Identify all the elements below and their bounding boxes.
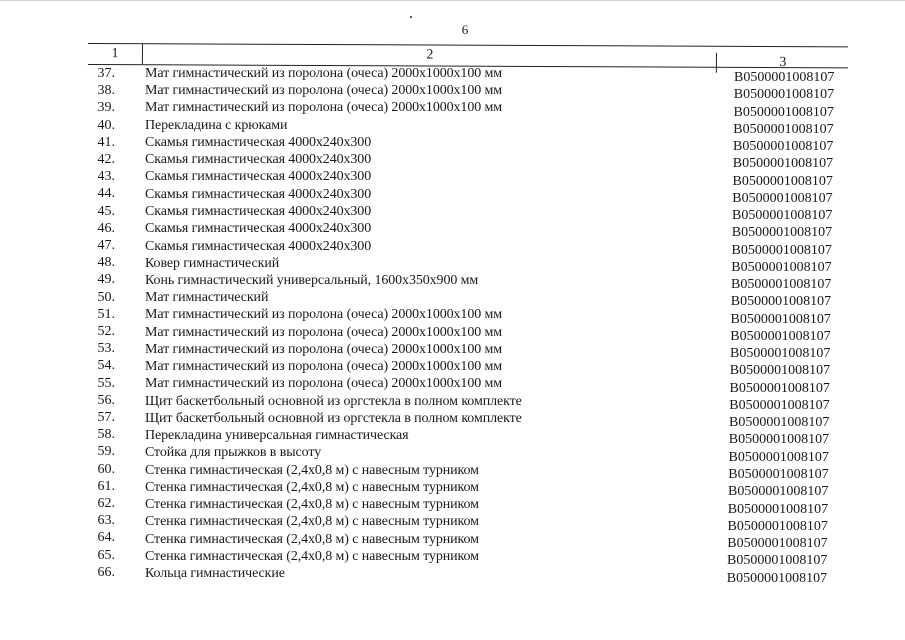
table-row <box>88 237 848 258</box>
row-number: 52. <box>97 324 115 339</box>
row-item-name: Перекладина с крюками <box>145 117 288 133</box>
table-row <box>88 547 848 569</box>
row-item-code: В0500001008107 <box>729 397 830 413</box>
row-item-code: В0500001008107 <box>729 380 830 396</box>
column-header-number: 1 <box>111 46 119 62</box>
row-item-code: В0500001008107 <box>727 518 828 534</box>
row-item-code: В0500001008107 <box>732 156 834 172</box>
row-number: 54. <box>97 358 115 374</box>
row-number: 59. <box>97 444 115 460</box>
row-item-name: Скамья гимнастическая 4000x240x300 <box>145 152 372 168</box>
table-row <box>88 65 848 85</box>
table-row <box>88 512 848 534</box>
row-item-code: В0500001008107 <box>732 208 833 224</box>
table-row <box>88 134 848 155</box>
table-row <box>88 357 848 379</box>
row-item-code: В0500001008107 <box>732 173 833 189</box>
row-item-name: Щит баскетбольный основной из оргстекла в полном комплекте <box>145 411 522 426</box>
equipment-table <box>88 43 848 640</box>
row-number: 53. <box>97 341 115 357</box>
row-item-code: В0500001008107 <box>731 277 832 293</box>
scan-edge <box>0 0 905 5</box>
table-row <box>88 529 848 551</box>
table-row <box>88 271 848 293</box>
row-item-name: Скамья гимнастическая 4000x240x300 <box>145 203 372 219</box>
table-row <box>88 323 848 344</box>
row-item-code: В0500001008107 <box>731 242 832 258</box>
table-row <box>88 168 848 189</box>
row-item-code: В0500001008107 <box>730 346 831 362</box>
row-item-code: В0500001008107 <box>730 328 831 344</box>
row-number: 63. <box>97 513 115 529</box>
table-row <box>88 340 848 362</box>
row-item-name: Перекладина универсальная гимнастическая <box>145 428 409 444</box>
row-item-name: Скамья гимнастическая 4000x240x300 <box>145 169 372 185</box>
row-item-code: В0500001008107 <box>732 190 833 206</box>
column-header-name: 2 <box>142 44 717 67</box>
row-item-name: Мат гимнастический из поролона (очеса) 2000x1000x100 мм <box>145 376 503 392</box>
table-row <box>88 185 848 206</box>
row-number: 57. <box>97 410 115 425</box>
row-number: 51. <box>97 306 115 322</box>
row-item-code: В0500001008107 <box>733 104 834 120</box>
row-item-name: Кольца гимнастические <box>145 566 285 582</box>
row-item-code: В0500001008107 <box>729 415 830 431</box>
row-item-code: В0500001008107 <box>726 570 828 586</box>
row-item-code: В0500001008107 <box>730 294 832 310</box>
row-number: 55. <box>97 375 115 391</box>
row-item-name: Стенка гимнастическая (2,4x0,8 м) с навесным турником <box>145 548 479 564</box>
row-item-name: Скамья гимнастическая 4000x240x300 <box>145 221 372 237</box>
row-item-code: В0500001008107 <box>728 484 829 500</box>
row-number: 47. <box>97 238 115 253</box>
row-number: 44. <box>97 186 115 202</box>
row-item-name: Стенка гимнастическая (2,4x0,8 м) с навесным турником <box>145 479 479 495</box>
row-item-name: Конь гимнастический универсальный, 1600x350x900 мм <box>145 272 479 288</box>
row-item-code: В0500001008107 <box>734 70 835 85</box>
table-row <box>88 82 848 103</box>
row-item-code: В0500001008107 <box>728 466 829 482</box>
row-number: 46. <box>97 220 115 236</box>
table-row <box>88 478 848 500</box>
row-item-name: Мат гимнастический из поролона (очеса) 2000x1000x100 мм <box>145 66 503 81</box>
table-row <box>88 220 848 241</box>
table-row <box>88 443 848 465</box>
row-number: 64. <box>97 530 115 546</box>
row-item-name: Мат гимнастический из поролона (очеса) 2000x1000x100 мм <box>145 359 503 375</box>
table-row <box>88 375 848 396</box>
table-row <box>88 289 848 310</box>
row-item-name: Стенка гимнастическая (2,4x0,8 м) с навесным турником <box>145 462 479 478</box>
table-row <box>88 254 848 275</box>
table-row <box>88 306 848 327</box>
row-number: 50. <box>97 289 115 305</box>
row-item-name: Скамья гимнастическая 4000x240x300 <box>145 186 372 202</box>
row-item-code: В0500001008107 <box>727 501 829 517</box>
row-number: 37. <box>97 66 115 81</box>
table-row <box>88 99 848 120</box>
row-number: 58. <box>97 427 115 443</box>
row-item-name: Стенка гимнастическая (2,4x0,8 м) с навесным турником <box>145 497 479 513</box>
column-header-code: 3 <box>716 53 849 74</box>
row-number: 42. <box>97 152 115 167</box>
row-number: 38. <box>97 83 115 99</box>
row-item-name: Мат гимнастический из поролона (очеса) 2000x1000x100 мм <box>145 341 503 357</box>
row-number: 45. <box>97 203 115 219</box>
row-item-name: Стенка гимнастическая (2,4x0,8 м) с навесным турником <box>145 531 479 547</box>
table-row <box>88 409 848 431</box>
row-item-name: Мат гимнастический из поролона (очеса) 2000x1000x100 мм <box>145 83 503 99</box>
row-number: 56. <box>97 392 115 408</box>
row-number: 60. <box>97 461 115 477</box>
table-row <box>88 117 848 137</box>
row-item-code: В0500001008107 <box>728 432 830 448</box>
row-item-code: В0500001008107 <box>731 225 833 241</box>
row-number: 43. <box>97 169 115 185</box>
row-number: 61. <box>97 478 115 494</box>
row-item-name: Ковер гимнастический <box>145 255 280 271</box>
table-row <box>88 426 848 448</box>
page-number: 6 <box>461 22 469 37</box>
row-item-name: Скамья гимнастическая 4000x240x300 <box>145 134 372 150</box>
table-row <box>88 461 848 482</box>
row-item-name: Мат гимнастический из поролона (очеса) 2000x1000x100 мм <box>145 100 503 116</box>
row-number: 39. <box>97 100 115 116</box>
table-row <box>88 392 848 413</box>
row-item-code: В0500001008107 <box>733 121 834 137</box>
row-item-code: В0500001008107 <box>728 449 829 465</box>
row-number: 49. <box>97 272 115 288</box>
row-number: 48. <box>97 255 115 271</box>
row-item-code: В0500001008107 <box>733 87 835 103</box>
row-item-name: Мат гимнастический <box>145 290 269 306</box>
row-number: 65. <box>97 547 115 563</box>
row-item-name: Щит баскетбольный основной из оргстекла в полном комплекте <box>145 393 522 409</box>
table-row <box>88 495 848 517</box>
row-item-code: В0500001008107 <box>727 553 828 569</box>
row-item-code: В0500001008107 <box>733 139 834 155</box>
table-row <box>88 151 848 172</box>
row-number: 40. <box>97 117 115 133</box>
row-item-code: В0500001008107 <box>727 536 828 551</box>
row-item-name: Стенка гимнастическая (2,4x0,8 м) с навесным турником <box>145 514 479 530</box>
row-item-name: Мат гимнастический из поролона (очеса) 2000x1000x100 мм <box>145 307 503 323</box>
table-row <box>88 203 848 224</box>
row-number: 62. <box>97 496 115 511</box>
row-item-name: Скамья гимнастическая 4000x240x300 <box>145 238 372 254</box>
row-item-code: В0500001008107 <box>729 363 831 379</box>
table-row <box>88 564 848 586</box>
row-item-name: Стойка для прыжков в высоту <box>145 445 322 461</box>
row-item-name: Мат гимнастический из поролона (очеса) 2000x1000x100 мм <box>145 324 503 340</box>
scan-speck <box>410 16 412 18</box>
row-number: 41. <box>97 134 115 150</box>
row-item-code: В0500001008107 <box>731 259 832 275</box>
row-item-code: В0500001008107 <box>730 311 831 327</box>
row-number: 66. <box>97 564 115 580</box>
